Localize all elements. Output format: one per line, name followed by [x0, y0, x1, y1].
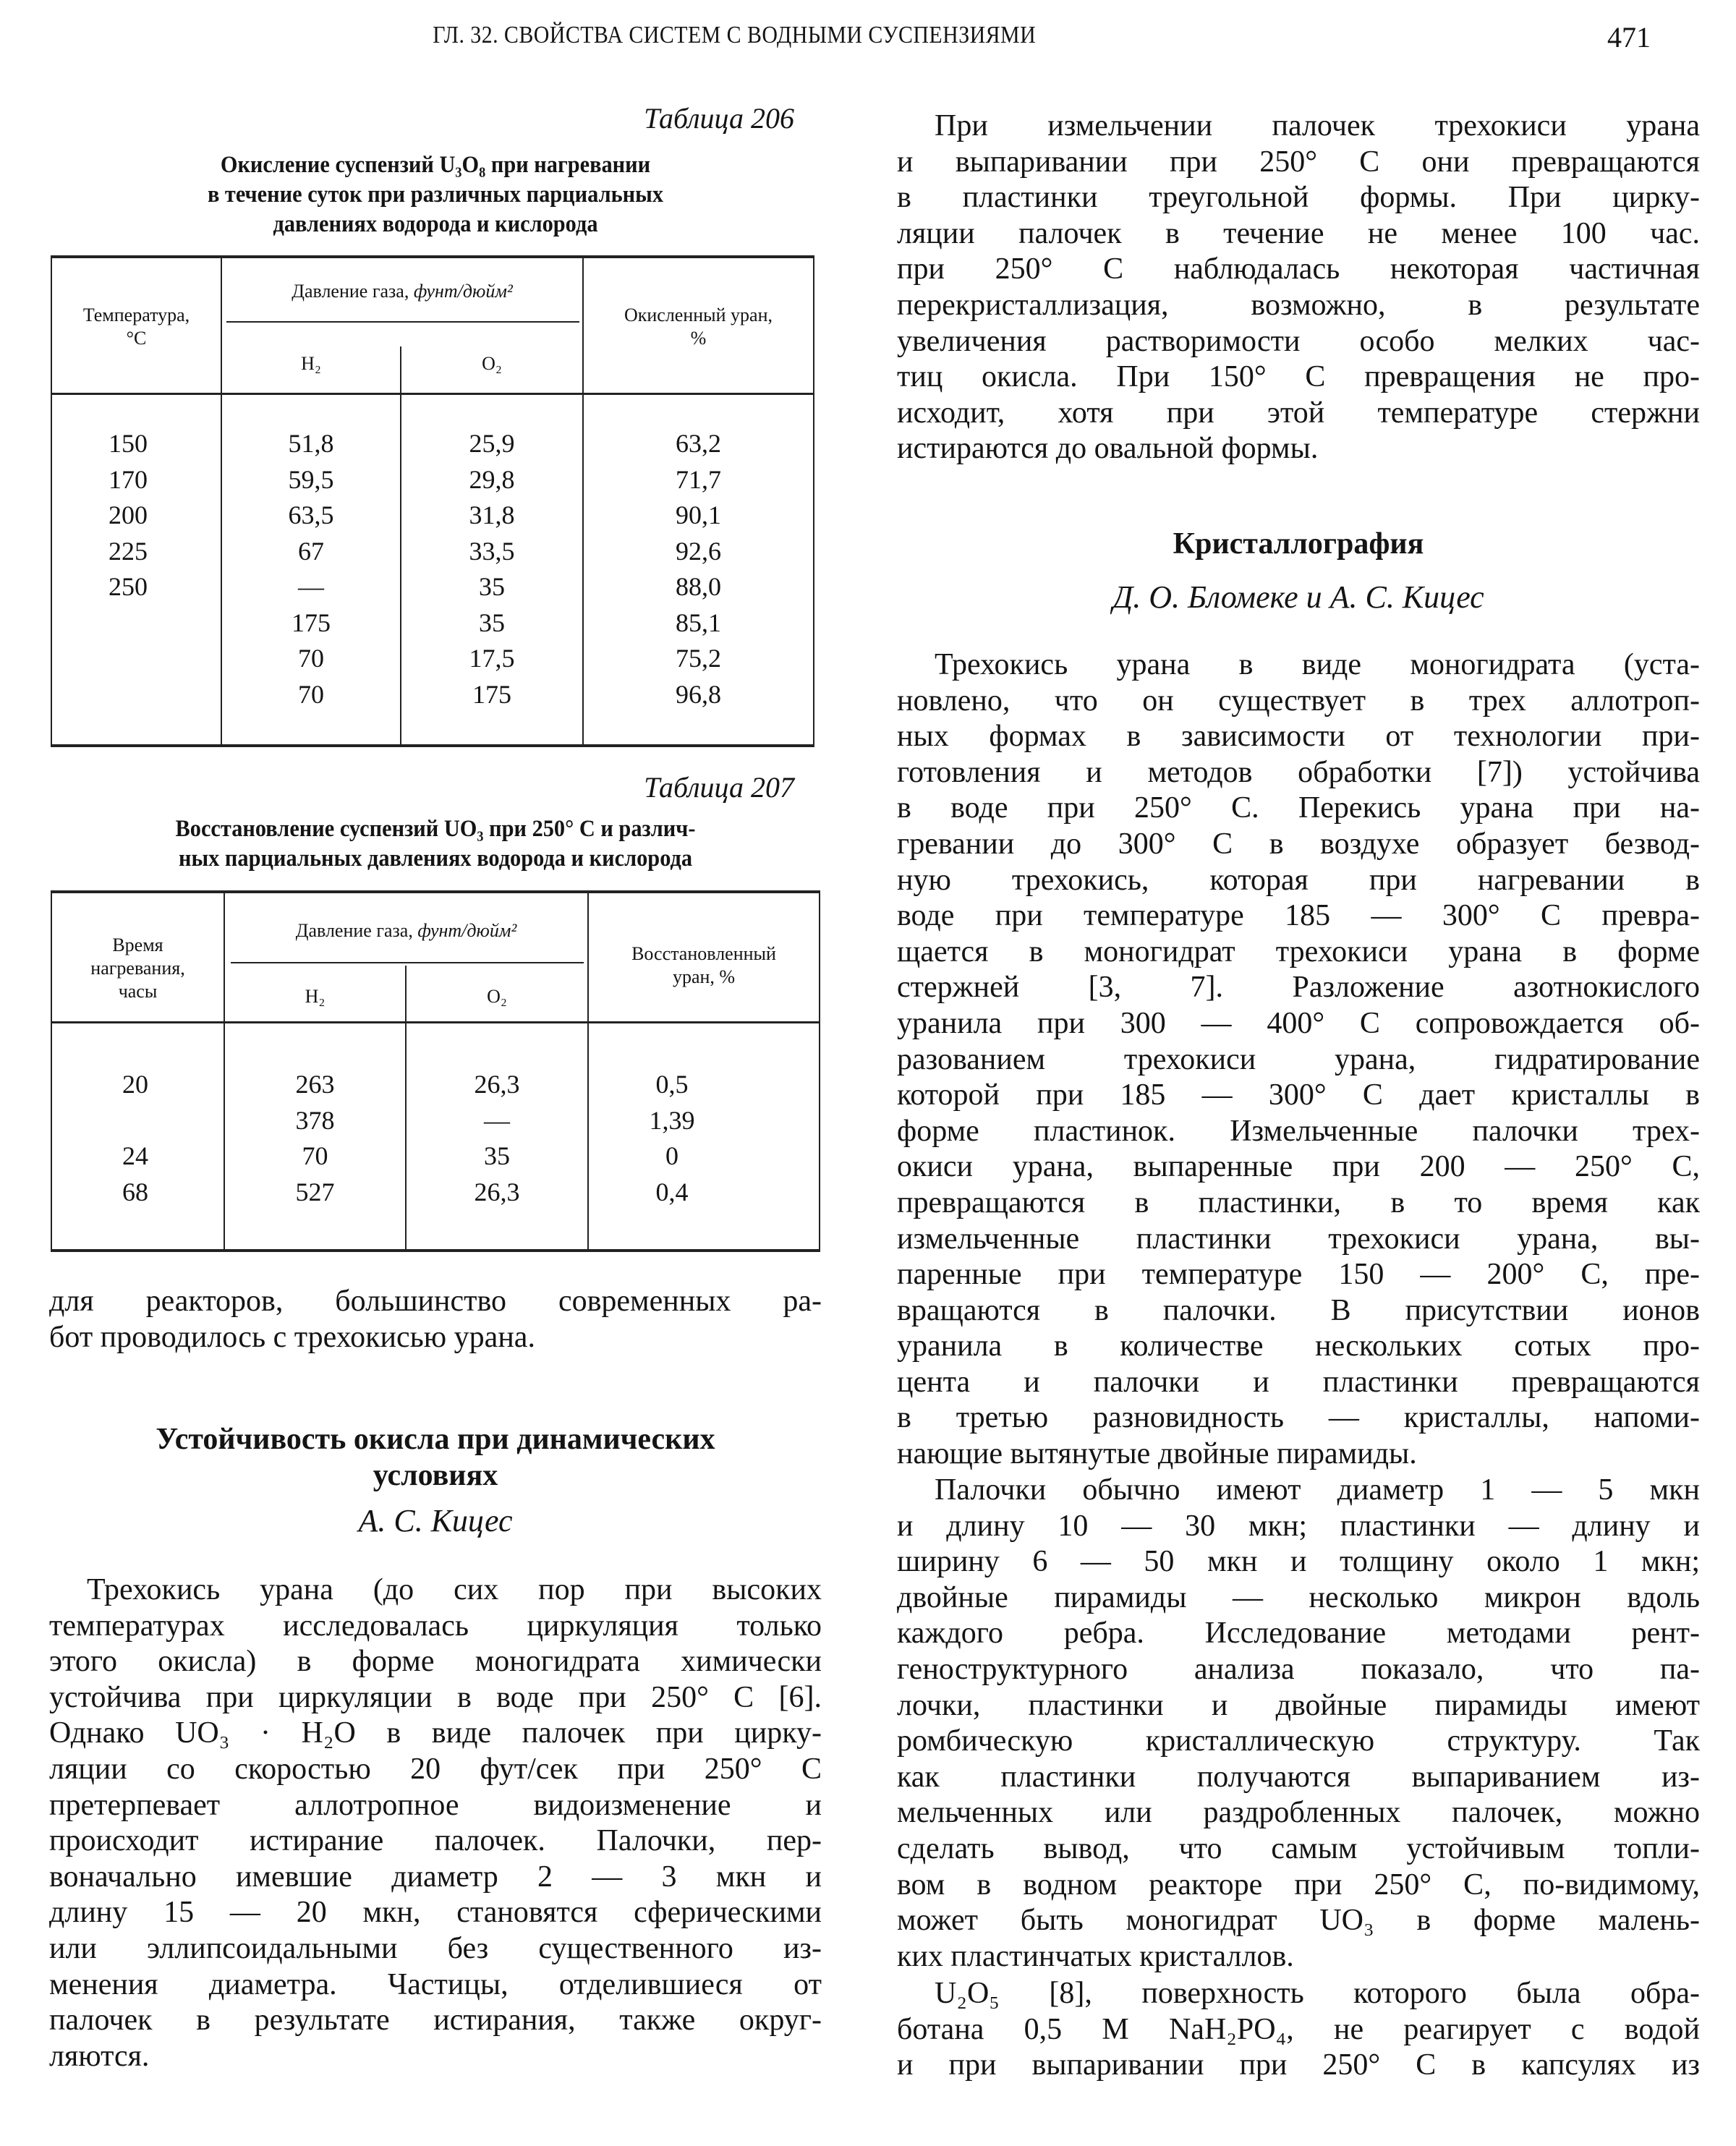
table-cell: 175 — [472, 679, 511, 709]
table-cell: 35 — [479, 572, 505, 601]
table-cell: 200 — [109, 501, 148, 529]
text-line: новлено, что он существует в трех аллотроп- — [897, 684, 1700, 718]
text-line: окиси урана, выпаренные при 200 — 250° С, — [897, 1150, 1700, 1184]
text-line: сделать вывод, что самым устойчивым топли- — [897, 1831, 1700, 1865]
text-line: цента и палочки и пластинки превращаются — [897, 1365, 1700, 1399]
table-207-title-line: Восстановление суспензий UO₃ при 250° С и различ- — [175, 816, 696, 842]
text-line: ляции палочек в течение не менее 100 час. — [897, 216, 1700, 250]
table-cell: 63,5 — [288, 501, 334, 529]
text-line: вращаются в палочки. В присутствии ионов — [897, 1293, 1700, 1327]
table-cell: — — [484, 1105, 510, 1135]
table-cell: 96,8 — [676, 679, 721, 709]
section-author: А. С. Кицес — [358, 1503, 513, 1538]
table-cell: 17,5 — [469, 644, 515, 673]
table-cell: 378 — [295, 1105, 335, 1135]
text-line: в воде при 250° С. Перекись урана при на- — [897, 791, 1700, 825]
page-number: 471 — [1607, 21, 1651, 54]
text-line: Трехокись урана в виде моногидрата (уста- — [935, 648, 1700, 681]
text-line: ких пластинчатых кристаллов. — [897, 1939, 1294, 1973]
table-cell: 70 — [302, 1141, 328, 1170]
table-cell: 225 — [109, 536, 148, 566]
table-cell: 170 — [109, 464, 148, 494]
table-cell: 63,2 — [676, 429, 721, 458]
table-207 — [51, 890, 820, 1252]
page-header — [0, 22, 1736, 65]
table-cell: 0,4 — [655, 1177, 689, 1206]
section-title-dynamic-stability: Устойчивость окисла при динамических условиях — [156, 1423, 715, 1492]
text-line: нающие вытянутые двойные пирамиды. — [897, 1437, 1417, 1471]
text-line: и выпаривании при 250° С они превращаются — [897, 145, 1700, 179]
table-cell: 33,5 — [469, 536, 515, 566]
text-line: устойчива при циркуляции в воде при 250° С [6]. — [49, 1680, 822, 1714]
table-cell: 25,9 — [469, 429, 515, 458]
section-author: Д. О. Бломеке и А. С. Кицес — [1112, 579, 1484, 615]
table-207-label: Таблица 207 — [644, 771, 794, 804]
text-line: перекристаллизация, возможно, в результате — [897, 288, 1700, 322]
table-cell: 85,1 — [676, 608, 721, 637]
text-line: каждого ребра. Исследование методами рент- — [897, 1617, 1700, 1651]
table-cell: 90,1 — [676, 501, 721, 529]
text-line: разованием трехокиси урана, гидратирование — [897, 1042, 1700, 1076]
text-line: стержней [3, 7]. Разложение азотнокислого — [897, 971, 1700, 1005]
col-header-o2: O₂ — [487, 986, 507, 1007]
table-cell: 35 — [484, 1141, 510, 1170]
text-line: может быть моногидрат UO₃ в форме малень- — [897, 1904, 1700, 1938]
text-line: воначально имевшие диаметр 2 — 3 мкн и — [49, 1860, 822, 1894]
text-line: щается в моногидрат трехокиси урана в форме — [897, 934, 1700, 968]
table-cell — [52, 677, 204, 713]
table-cell: 1,39 — [649, 1105, 695, 1135]
col-header-pressure-group: Давление газа, фунт/дюйм² — [292, 281, 513, 302]
text-line: U₂O₅ [8], поверхность которого была обра- — [935, 1977, 1700, 2010]
col-header-reduced: Восстановленный уран, % — [631, 943, 776, 987]
text-line: для реакторов, большинство современных ра- — [49, 1285, 822, 1318]
text-line: уранила в количестве нескольких сотых про- — [897, 1329, 1700, 1363]
table-cell: 250 — [109, 572, 148, 601]
text-line: ширину 6 — 50 мкн и толщину около 1 мкн; — [897, 1545, 1700, 1579]
column-temperature — [52, 426, 204, 712]
table-cell: 70 — [298, 679, 324, 709]
table-cell: 75,2 — [676, 644, 721, 673]
text-line: которой при 185 — 300° С дает кристаллы в — [897, 1078, 1700, 1112]
text-line: геноструктурного анализа показало, что па- — [897, 1652, 1700, 1686]
text-line: ляции со скоростью 20 фут/сек при 250° С — [49, 1752, 822, 1786]
text-line: бот проводилось с трехокисью урана. — [49, 1320, 535, 1354]
text-line: гревании до 300° С в воздухе образует безвод- — [897, 827, 1700, 861]
text-line: измельченные пластинки трехокиси урана, вы- — [897, 1222, 1700, 1256]
table-cell: 35 — [479, 608, 505, 637]
text-line: готовления и методов обработки [7]) устойчива — [897, 755, 1700, 789]
text-line: превращаются в пластинки, в то время как — [897, 1185, 1700, 1219]
text-line: ромбическую кристаллическую структуру. Так — [897, 1724, 1700, 1758]
table-cell: 0 — [665, 1141, 678, 1170]
text-line: исходит, хотя при этой температуре стержни — [897, 396, 1700, 430]
paragraph-dynamic-stability — [49, 1572, 822, 2074]
text-line: форме пластинок. Измельченные палочки трех- — [897, 1114, 1700, 1148]
text-line: Трехокись урана (до сих пор при высоких — [87, 1573, 822, 1606]
text-line: тиц окисла. При 150° С превращения не про- — [897, 360, 1700, 394]
text-line: длину 15 — 20 мкн, становятся сферическими — [49, 1896, 822, 1930]
running-title: ГЛ. 32. СВОЙСТВА СИСТЕМ С ВОДНЫМИ СУСПЕНЗИЯМИ — [433, 22, 1037, 48]
column-o2 — [407, 1067, 587, 1210]
text-line: паренные при температуре 150 — 200° С, пре- — [897, 1258, 1700, 1292]
paragraph-crystal-sizes — [897, 1473, 1700, 1975]
table-206 — [51, 255, 814, 747]
text-line: Однако UO₃ · H₂O в виде палочек при цирку- — [49, 1716, 822, 1750]
text-line: претерпевает аллотропное видоизменение и — [49, 1788, 822, 1822]
table-207-title — [76, 814, 795, 874]
column-oxidized — [584, 426, 813, 712]
text-line: уранила при 300 — 400° С сопровождается об- — [897, 1006, 1700, 1040]
column-o2 — [401, 426, 582, 712]
paragraph-crystallography — [897, 647, 1700, 1473]
col-header-time: Время нагревания, часы — [90, 934, 185, 1002]
table-206-title-line: давлениях водорода и кислорода — [273, 211, 598, 237]
col-header-oxidized: Окисленный уран, % — [624, 305, 773, 349]
text-line: увеличения растворимости особо мелких час- — [897, 324, 1700, 358]
table-cell: 26,3 — [474, 1070, 520, 1099]
table-cell: 24 — [122, 1141, 148, 1170]
table-206-label: Таблица 206 — [644, 102, 794, 135]
text-line: Палочки обычно имеют диаметр 1 — 5 мкн — [935, 1473, 1700, 1507]
col-header-h2: H₂ — [305, 986, 326, 1007]
text-line: и длину 10 — 30 мкн; пластинки — длину и — [897, 1509, 1700, 1543]
text-line: происходит истирание палочек. Палочки, пер- — [49, 1824, 822, 1858]
text-line: этого окисла) в форме моногидрата химически — [49, 1645, 822, 1679]
table-cell: 51,8 — [288, 429, 334, 458]
table-206-title — [80, 150, 791, 239]
paragraph-u2o5 — [897, 1976, 1700, 2084]
table-cell: 263 — [295, 1070, 335, 1099]
text-line: как пластинки получаются выпариванием из- — [897, 1760, 1700, 1794]
table-cell: 67 — [298, 536, 324, 566]
text-line: при 250° С наблюдалась некоторая частичная — [897, 252, 1700, 286]
table-207-title-line: ных парциальных давлениях водорода и кислорода — [178, 846, 693, 872]
text-line: или эллипсоидальными без существенного из- — [49, 1931, 822, 1965]
table-cell — [52, 641, 204, 677]
text-line: палочек в результате истирания, также округ- — [49, 2004, 822, 2038]
column-h2 — [222, 426, 400, 712]
table-cell: 150 — [109, 429, 148, 458]
text-line: ляются. — [49, 2039, 150, 2073]
table-cell: 31,8 — [469, 501, 515, 529]
text-line: мельченных или раздробленных палочек, можно — [897, 1796, 1700, 1830]
table-cell: 68 — [122, 1177, 148, 1206]
table-cell: 527 — [295, 1177, 335, 1206]
table-cell: 29,8 — [469, 464, 515, 494]
text-line: двойные пирамиды — несколько микрон вдоль — [897, 1580, 1700, 1614]
continuation-paragraph — [49, 1284, 822, 1355]
table-cell: 71,7 — [676, 464, 721, 494]
column-reduced — [589, 1067, 755, 1210]
table-206-title-line: Окисление суспензий U₃O₈ при нагревании — [220, 152, 651, 178]
text-line: вом в водном реакторе при 250° С, по-видимому, — [897, 1868, 1700, 1902]
table-cell: — — [298, 572, 324, 601]
col-header-h2: H₂ — [301, 353, 321, 374]
column-time — [52, 1067, 218, 1210]
text-line: истираются до овальной формы. — [897, 432, 1319, 466]
text-line: в пластинки треугольной формы. При цирку- — [897, 181, 1700, 215]
col-header-pressure-group: Давление газа, фунт/дюйм² — [295, 920, 517, 941]
text-line: воде при температуре 185 — 300° С превра- — [897, 899, 1700, 933]
table-cell: 59,5 — [288, 464, 334, 494]
text-line: ботана 0,5 M NaH₂PO₄, не реагирует с водой — [897, 2012, 1700, 2046]
text-line: в третью разновидность — кристаллы, напоми- — [897, 1401, 1700, 1435]
table-cell: 92,6 — [676, 536, 721, 566]
table-cell: 0,5 — [655, 1070, 689, 1099]
table-cell: 70 — [298, 644, 324, 673]
table-206-title-line: в течение суток при различных парциальных — [207, 182, 664, 208]
col-header-temperature: Температура, °С — [82, 305, 190, 349]
table-cell — [52, 1103, 218, 1139]
text-line: температурах исследовалась циркуляция только — [49, 1609, 822, 1643]
table-cell: 175 — [292, 608, 331, 637]
table-cell: 88,0 — [676, 572, 721, 601]
col-header-o2: O₂ — [482, 353, 502, 374]
column-h2 — [225, 1067, 405, 1210]
paragraph-grinding — [897, 108, 1700, 467]
table-cell — [52, 605, 204, 642]
text-line: ную трехокись, которая при нагревании в — [897, 863, 1700, 897]
text-line: При измельчении палочек трехокиси урана — [935, 109, 1700, 142]
text-line: ных формах в зависимости от технологии при- — [897, 720, 1700, 754]
section-title-crystallography: Кристаллография — [1173, 527, 1424, 561]
table-cell: 26,3 — [474, 1177, 520, 1206]
table-cell: 20 — [122, 1070, 148, 1099]
text-line: менения диаметра. Частицы, отделившиеся от — [49, 1967, 822, 2001]
text-line: и при выпаривании при 250° С в капсулях из — [897, 2048, 1700, 2082]
text-line: лочки, пластинки и двойные пирамиды имеют — [897, 1688, 1700, 1722]
